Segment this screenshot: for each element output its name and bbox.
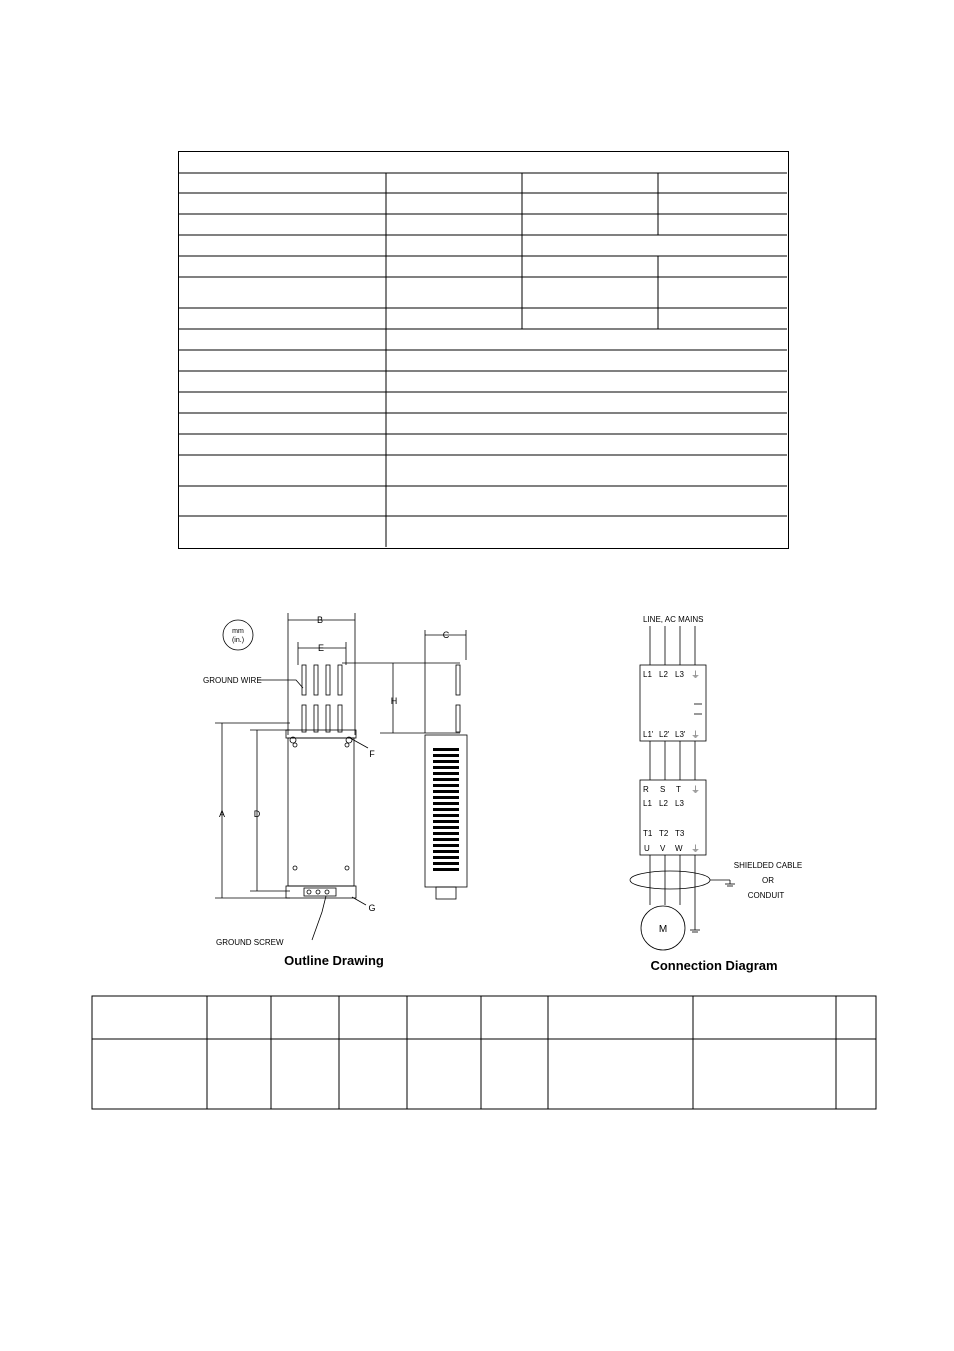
shielded-conduit-label: CONDUIT: [747, 891, 785, 900]
line-ac-mains-label: LINE, AC MAINS: [643, 615, 704, 624]
dim-e-label: E: [317, 643, 325, 653]
drive-s: S: [660, 785, 666, 794]
shielded-cable-label: SHIELDED CABLE: [733, 861, 803, 870]
dim-c-label: C: [442, 630, 450, 640]
ground-symbol-icon: ⏚: [691, 844, 701, 854]
drive-t3: T3: [675, 829, 685, 838]
ground-symbol-icon: ⏚: [691, 730, 701, 740]
dim-b-label: B: [316, 615, 324, 625]
dim-f-label: F: [369, 749, 375, 759]
drive-t: T: [676, 785, 681, 794]
drive-r: R: [643, 785, 649, 794]
drive-u: U: [644, 844, 650, 853]
drive-l1: L1: [643, 799, 652, 808]
dim-d-label: D: [253, 809, 261, 819]
drive-t1: T1: [643, 829, 653, 838]
ground-wire-label: GROUND WIRE: [203, 676, 262, 685]
ground-screw-label: GROUND SCREW: [216, 938, 284, 947]
ground-symbol-icon: ⏚: [691, 670, 701, 680]
dim-a-label: A: [218, 809, 226, 819]
drive-l3: L3: [675, 799, 684, 808]
connection-caption: Connection Diagram: [650, 958, 778, 973]
drive-l2: L2: [659, 799, 668, 808]
filter-out-l1: L1': [643, 730, 654, 739]
drive-t2: T2: [659, 829, 669, 838]
dim-h-label: H: [390, 696, 398, 706]
ground-symbol-icon: ⏚: [691, 785, 701, 795]
filter-out-l2: L2': [659, 730, 670, 739]
drive-w: W: [675, 844, 683, 853]
filter-in-l3: L3: [675, 670, 684, 679]
unit-top: mm: [232, 628, 244, 635]
unit-bottom: (in.): [231, 637, 245, 644]
filter-in-l1: L1: [643, 670, 652, 679]
motor-label: M: [658, 924, 668, 935]
outline-caption: Outline Drawing: [284, 953, 384, 968]
dim-g-label: G: [368, 903, 376, 913]
drive-v: V: [660, 844, 666, 853]
shielded-or-label: OR: [762, 876, 774, 885]
filter-out-l3: L3': [675, 730, 686, 739]
filter-in-l2: L2: [659, 670, 668, 679]
